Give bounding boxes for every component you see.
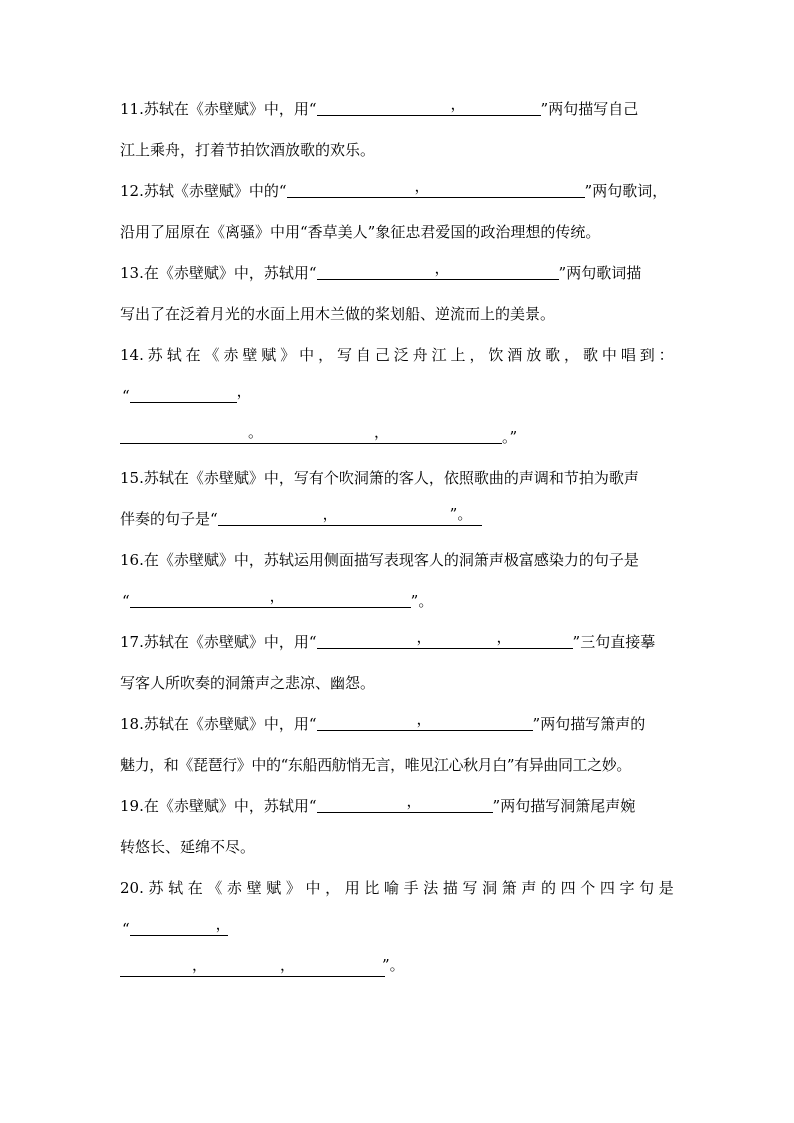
q11-line2: 江上乘舟，打着节拍饮酒放歌的欢乐。	[120, 141, 376, 159]
q15-blank[interactable]: ， ”。	[218, 509, 482, 526]
q18-line2: 魅力，和《琵琶行》中的“东船西舫悄无言，唯见江心秋月白”有异曲同工之妙。	[120, 756, 631, 774]
q20-line1: 20. 苏 轼 在 《 赤 壁 赋 》 中 ， 用 比 喻 手 法 描 写 洞 箫 声 的 四 个 四 字 句 是	[120, 879, 674, 897]
q15-line2: 伴奏的句子是“ ， ”。	[120, 505, 482, 533]
q14-blank-3[interactable]	[378, 427, 502, 444]
q11-line1	[120, 95, 638, 123]
q18-prompt: 18.苏轼在《赤壁赋》中，用“	[120, 715, 317, 733]
q19-line2: 转悠长、延绵不尽。	[120, 838, 256, 856]
q11-prompt: 11.苏轼在《赤壁赋》中，用“	[120, 100, 317, 118]
q20-line2: “ ，	[122, 915, 231, 938]
q13-blank[interactable]: ，	[317, 263, 559, 280]
q17-prompt-end: ”三句直接摹	[572, 633, 656, 651]
q13-prompt-end: ”两句歌词描	[558, 264, 642, 282]
q13-prompt: 13.在《赤壁赋》中，苏轼用“	[120, 264, 317, 282]
q13-line1	[120, 259, 641, 287]
q15-line1: 15.苏轼在《赤壁赋》中，写有个吹洞箫的客人，依照歌曲的声调和节拍为歌声	[120, 469, 639, 487]
q12-line2: 沿用了屈原在《离骚》中用“香草美人”象征忠君爱国的政治理想的传统。	[120, 223, 601, 241]
q17-prompt: 17.苏轼在《赤壁赋》中，用“	[120, 633, 317, 651]
q14-line3: 。 ， 。”	[120, 423, 517, 451]
q20-blank-1[interactable]: ，	[130, 919, 228, 936]
q14-line2: “ ，	[122, 382, 252, 405]
q12-prompt: 12.苏轼《赤壁赋》中的“	[120, 182, 287, 200]
q11-blank[interactable]: ，	[317, 99, 541, 116]
q17-line2: 写客人所吹奏的洞箫声之悲凉、幽怨。	[120, 674, 376, 692]
q11-prompt-end: ”两句描写自己	[540, 100, 639, 118]
q14-line1: 14. 苏 轼 在 《 赤 壁 赋 》 中 ， 写 自 己 泛 舟 江 上 ， 饮 酒 放 歌 ， 歌 中 唱 到 ：	[120, 346, 674, 364]
q16-line1: 16.在《赤壁赋》中，苏轼运用侧面描写表现客人的洞箫声极富感染力的句子是	[120, 551, 639, 569]
q19-blank[interactable]: ，	[317, 796, 493, 813]
q19-prompt-end: ”两句描写洞箫尾声婉	[492, 797, 636, 815]
q19-prompt: 19.在《赤壁赋》中，苏轼用“	[120, 797, 317, 815]
q18-line1	[120, 710, 645, 738]
q17-line1	[120, 628, 655, 656]
q14-blank-2[interactable]: 。 ，	[120, 427, 378, 444]
q16-line2: “ ， ”。	[122, 587, 434, 610]
q20-blank-2[interactable]: ， ， ”。	[120, 960, 385, 977]
q16-blank[interactable]: ，	[130, 591, 411, 608]
q12-prompt-end: ”两句歌词，	[584, 182, 668, 200]
q12-line1	[120, 177, 667, 205]
q17-blank[interactable]: ， ，	[317, 632, 573, 649]
q19-line1	[120, 792, 635, 820]
q20-line3	[120, 956, 405, 984]
q12-blank[interactable]: ，	[287, 181, 585, 198]
q14-blank-1[interactable]: ，	[130, 386, 237, 403]
q18-blank[interactable]: ，	[317, 714, 533, 731]
q18-prompt-end: ”两句描写箫声的	[532, 715, 646, 733]
q13-line2: 写出了在泛着月光的水面上用木兰做的桨划船、逆流而上的美景。	[120, 305, 556, 323]
